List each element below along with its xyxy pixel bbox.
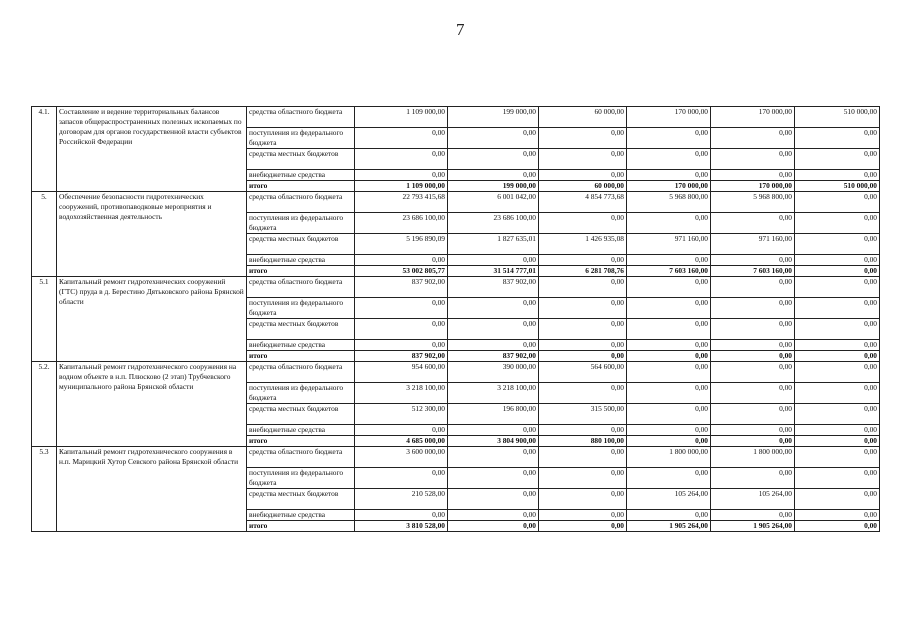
amount-cell: 0,00 <box>627 128 711 149</box>
item-description: Составление и ведение территориальных балансов запасов общераспространенных полезных ископаемых по договорам для органов государственной власти субъектов Российской Федерации <box>57 107 247 192</box>
amount-cell: 0,00 <box>711 298 795 319</box>
amount-cell: 954 600,00 <box>355 362 448 383</box>
amount-cell: 0,00 <box>627 351 711 362</box>
amount-cell: 0,00 <box>795 340 880 351</box>
amount-cell: 0,00 <box>539 319 627 340</box>
item-description: Капитальный ремонт гидротехнического сооружения на водном объекте в н.п. Плюсково (2 этап) Трубчевского муниципального района Брянской области <box>57 362 247 447</box>
amount-cell: 0,00 <box>448 319 539 340</box>
item-number: 5.1 <box>32 277 57 362</box>
funding-source: средства областного бюджета <box>247 107 355 128</box>
amount-cell: 0,00 <box>795 298 880 319</box>
amount-cell: 170 000,00 <box>627 181 711 192</box>
amount-cell: 0,00 <box>795 255 880 266</box>
amount-cell: 0,00 <box>539 298 627 319</box>
amount-cell: 0,00 <box>795 362 880 383</box>
amount-cell: 0,00 <box>795 510 880 521</box>
amount-cell: 0,00 <box>355 298 448 319</box>
table-row <box>32 447 880 468</box>
funding-source: внебюджетные средства <box>247 510 355 521</box>
amount-cell: 170 000,00 <box>711 107 795 128</box>
amount-cell: 60 000,00 <box>539 107 627 128</box>
amount-cell: 0,00 <box>448 521 539 532</box>
amount-cell: 0,00 <box>711 319 795 340</box>
amount-cell: 0,00 <box>711 128 795 149</box>
funding-source: средства областного бюджета <box>247 277 355 298</box>
amount-cell: 0,00 <box>355 149 448 170</box>
amount-cell: 0,00 <box>448 170 539 181</box>
amount-cell: 0,00 <box>711 340 795 351</box>
amount-cell: 1 109 000,00 <box>355 107 448 128</box>
amount-cell: 0,00 <box>711 510 795 521</box>
funding-source: внебюджетные средства <box>247 340 355 351</box>
amount-cell: 0,00 <box>539 340 627 351</box>
amount-cell: 53 002 805,77 <box>355 266 448 277</box>
amount-cell: 31 514 777,01 <box>448 266 539 277</box>
amount-cell: 0,00 <box>627 468 711 489</box>
amount-cell: 0,00 <box>627 510 711 521</box>
amount-cell: 0,00 <box>539 521 627 532</box>
amount-cell: 512 300,00 <box>355 404 448 425</box>
amount-cell: 837 902,00 <box>355 277 448 298</box>
amount-cell: 0,00 <box>795 149 880 170</box>
amount-cell: 0,00 <box>539 351 627 362</box>
amount-cell: 880 100,00 <box>539 436 627 447</box>
amount-cell: 0,00 <box>448 298 539 319</box>
amount-cell: 0,00 <box>627 149 711 170</box>
amount-cell: 0,00 <box>448 510 539 521</box>
amount-cell: 0,00 <box>627 362 711 383</box>
amount-cell: 210 528,00 <box>355 489 448 510</box>
amount-cell: 0,00 <box>355 170 448 181</box>
amount-cell: 105 264,00 <box>711 489 795 510</box>
amount-cell: 0,00 <box>711 362 795 383</box>
amount-cell: 0,00 <box>795 128 880 149</box>
amount-cell: 1 800 000,00 <box>627 447 711 468</box>
amount-cell: 0,00 <box>448 447 539 468</box>
amount-cell: 0,00 <box>795 489 880 510</box>
amount-cell: 170 000,00 <box>627 107 711 128</box>
amount-cell: 564 600,00 <box>539 362 627 383</box>
amount-cell: 0,00 <box>795 213 880 234</box>
amount-cell: 0,00 <box>627 340 711 351</box>
amount-cell: 1 426 935,08 <box>539 234 627 255</box>
amount-cell: 0,00 <box>627 436 711 447</box>
amount-cell: 0,00 <box>355 510 448 521</box>
amount-cell: 0,00 <box>795 266 880 277</box>
funding-source: внебюджетные средства <box>247 255 355 266</box>
amount-cell: 315 500,00 <box>539 404 627 425</box>
amount-cell: 0,00 <box>711 383 795 404</box>
funding-source: итого <box>247 351 355 362</box>
amount-cell: 0,00 <box>539 128 627 149</box>
amount-cell: 3 218 100,00 <box>448 383 539 404</box>
amount-cell: 0,00 <box>795 277 880 298</box>
amount-cell: 0,00 <box>711 170 795 181</box>
amount-cell: 0,00 <box>795 170 880 181</box>
amount-cell: 0,00 <box>539 468 627 489</box>
amount-cell: 0,00 <box>711 351 795 362</box>
funding-source: поступления из федерального бюджета <box>247 298 355 319</box>
amount-cell: 0,00 <box>539 510 627 521</box>
amount-cell: 0,00 <box>627 404 711 425</box>
budget-table <box>31 106 880 532</box>
amount-cell: 0,00 <box>711 149 795 170</box>
funding-source: средства местных бюджетов <box>247 489 355 510</box>
amount-cell: 971 160,00 <box>711 234 795 255</box>
funding-source: средства областного бюджета <box>247 447 355 468</box>
item-number: 4.1. <box>32 107 57 192</box>
amount-cell: 0,00 <box>795 404 880 425</box>
amount-cell: 837 902,00 <box>448 351 539 362</box>
amount-cell: 3 600 000,00 <box>355 447 448 468</box>
amount-cell: 7 603 160,00 <box>627 266 711 277</box>
amount-cell: 0,00 <box>627 383 711 404</box>
amount-cell: 0,00 <box>539 213 627 234</box>
amount-cell: 0,00 <box>711 425 795 436</box>
amount-cell: 5 968 800,00 <box>627 192 711 213</box>
funding-source: средства местных бюджетов <box>247 149 355 170</box>
item-description: Капитальный ремонт гидротехнических сооружений (ГТС) пруда в д. Берестино Дятьковского района Брянской области <box>57 277 247 362</box>
item-description: Капитальный ремонт гидротехнического сооружения в н.п. Марицкий Хутор Севского района Брянской области <box>57 447 247 532</box>
amount-cell: 0,00 <box>539 447 627 468</box>
amount-cell: 510 000,00 <box>795 181 880 192</box>
amount-cell: 22 793 415,68 <box>355 192 448 213</box>
amount-cell: 0,00 <box>627 298 711 319</box>
funding-source: внебюджетные средства <box>247 425 355 436</box>
amount-cell: 5 968 800,00 <box>711 192 795 213</box>
item-number: 5.3 <box>32 447 57 532</box>
funding-source: средства местных бюджетов <box>247 404 355 425</box>
funding-source: итого <box>247 436 355 447</box>
amount-cell: 4 685 000,00 <box>355 436 448 447</box>
amount-cell: 0,00 <box>795 447 880 468</box>
amount-cell: 971 160,00 <box>627 234 711 255</box>
amount-cell: 7 603 160,00 <box>711 266 795 277</box>
amount-cell: 0,00 <box>795 234 880 255</box>
amount-cell: 105 264,00 <box>627 489 711 510</box>
amount-cell: 0,00 <box>448 340 539 351</box>
amount-cell: 0,00 <box>448 468 539 489</box>
amount-cell: 1 905 264,00 <box>711 521 795 532</box>
amount-cell: 196 800,00 <box>448 404 539 425</box>
amount-cell: 837 902,00 <box>448 277 539 298</box>
amount-cell: 199 000,00 <box>448 181 539 192</box>
funding-source: поступления из федерального бюджета <box>247 213 355 234</box>
table-row <box>32 107 880 128</box>
table-row <box>32 277 880 298</box>
amount-cell: 0,00 <box>711 468 795 489</box>
amount-cell: 3 810 528,00 <box>355 521 448 532</box>
amount-cell: 0,00 <box>627 255 711 266</box>
amount-cell: 199 000,00 <box>448 107 539 128</box>
amount-cell: 0,00 <box>711 436 795 447</box>
table-row <box>32 192 880 213</box>
amount-cell: 0,00 <box>539 149 627 170</box>
amount-cell: 0,00 <box>711 213 795 234</box>
amount-cell: 6 281 708,76 <box>539 266 627 277</box>
amount-cell: 0,00 <box>795 521 880 532</box>
amount-cell: 1 827 635,01 <box>448 234 539 255</box>
amount-cell: 1 109 000,00 <box>355 181 448 192</box>
amount-cell: 0,00 <box>539 383 627 404</box>
amount-cell: 0,00 <box>711 404 795 425</box>
amount-cell: 0,00 <box>355 425 448 436</box>
table-row <box>32 362 880 383</box>
amount-cell: 0,00 <box>795 319 880 340</box>
amount-cell: 1 905 264,00 <box>627 521 711 532</box>
amount-cell: 0,00 <box>627 425 711 436</box>
page-number: 7 <box>456 20 465 39</box>
item-number: 5.2. <box>32 362 57 447</box>
amount-cell: 0,00 <box>795 383 880 404</box>
amount-cell: 0,00 <box>355 255 448 266</box>
funding-source: итого <box>247 181 355 192</box>
amount-cell: 0,00 <box>355 319 448 340</box>
funding-source: средства областного бюджета <box>247 192 355 213</box>
amount-cell: 0,00 <box>795 425 880 436</box>
amount-cell: 0,00 <box>795 192 880 213</box>
amount-cell: 0,00 <box>448 255 539 266</box>
amount-cell: 510 000,00 <box>795 107 880 128</box>
funding-source: поступления из федерального бюджета <box>247 383 355 404</box>
amount-cell: 0,00 <box>539 255 627 266</box>
funding-source: поступления из федерального бюджета <box>247 128 355 149</box>
funding-source: средства местных бюджетов <box>247 319 355 340</box>
amount-cell: 23 686 100,00 <box>448 213 539 234</box>
funding-source: средства местных бюджетов <box>247 234 355 255</box>
amount-cell: 4 854 773,68 <box>539 192 627 213</box>
amount-cell: 5 196 890,09 <box>355 234 448 255</box>
funding-source: средства областного бюджета <box>247 362 355 383</box>
amount-cell: 0,00 <box>627 170 711 181</box>
amount-cell: 3 218 100,00 <box>355 383 448 404</box>
amount-cell: 3 804 900,00 <box>448 436 539 447</box>
amount-cell: 60 000,00 <box>539 181 627 192</box>
funding-source: итого <box>247 266 355 277</box>
amount-cell: 0,00 <box>539 170 627 181</box>
amount-cell: 0,00 <box>539 489 627 510</box>
amount-cell: 0,00 <box>711 255 795 266</box>
amount-cell: 1 800 000,00 <box>711 447 795 468</box>
amount-cell: 0,00 <box>795 468 880 489</box>
amount-cell: 390 000,00 <box>448 362 539 383</box>
amount-cell: 0,00 <box>627 277 711 298</box>
amount-cell: 0,00 <box>795 436 880 447</box>
amount-cell: 23 686 100,00 <box>355 213 448 234</box>
amount-cell: 0,00 <box>355 468 448 489</box>
amount-cell: 0,00 <box>448 489 539 510</box>
amount-cell: 0,00 <box>711 277 795 298</box>
amount-cell: 837 902,00 <box>355 351 448 362</box>
amount-cell: 0,00 <box>627 319 711 340</box>
item-number: 5. <box>32 192 57 277</box>
amount-cell: 0,00 <box>355 340 448 351</box>
item-description: Обеспечение безопасности гидротехнических сооружений, противопаводковые мероприятия и водохозяйственная деятельность <box>57 192 247 277</box>
amount-cell: 0,00 <box>627 213 711 234</box>
amount-cell: 0,00 <box>539 277 627 298</box>
funding-source: итого <box>247 521 355 532</box>
amount-cell: 6 001 042,00 <box>448 192 539 213</box>
amount-cell: 0,00 <box>448 149 539 170</box>
amount-cell: 0,00 <box>448 128 539 149</box>
amount-cell: 0,00 <box>448 425 539 436</box>
amount-cell: 170 000,00 <box>711 181 795 192</box>
amount-cell: 0,00 <box>795 351 880 362</box>
amount-cell: 0,00 <box>355 128 448 149</box>
amount-cell: 0,00 <box>539 425 627 436</box>
funding-source: поступления из федерального бюджета <box>247 468 355 489</box>
funding-source: внебюджетные средства <box>247 170 355 181</box>
